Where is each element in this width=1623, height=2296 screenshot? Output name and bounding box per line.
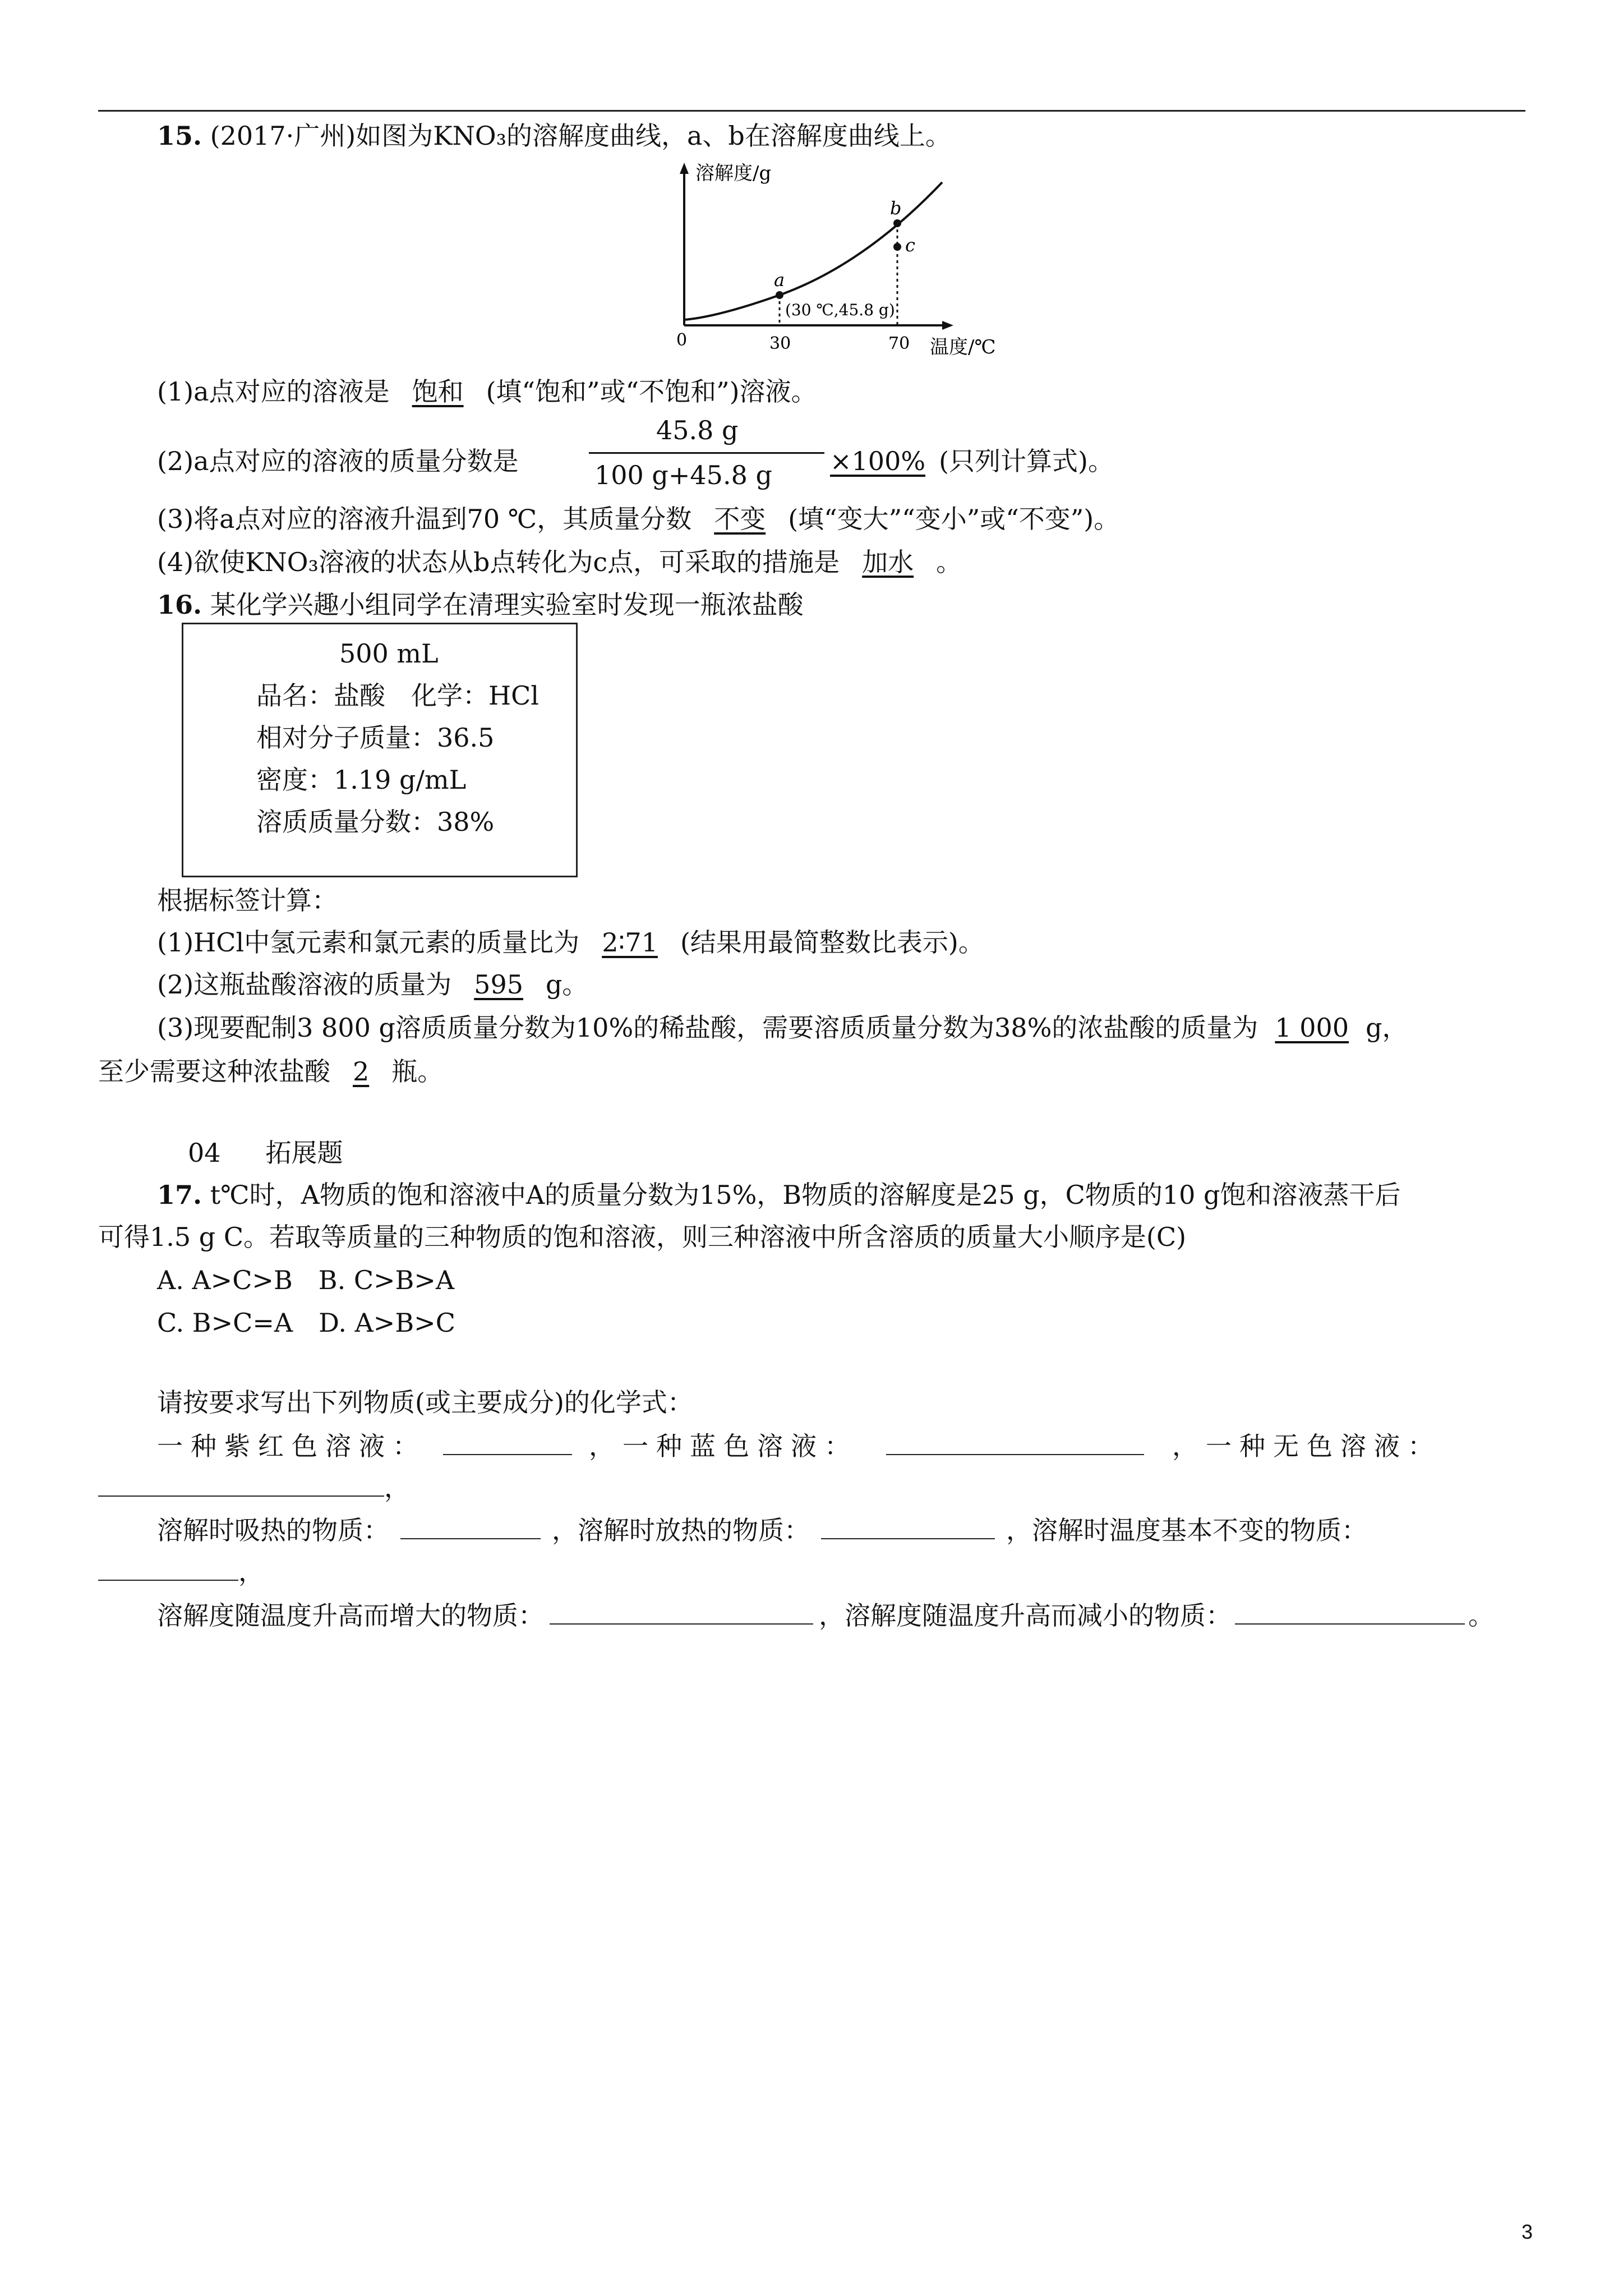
q16-answer-4: 2 [353, 1056, 370, 1087]
q15-part2: (2)a点对应的溶液的质量分数是 [157, 446, 519, 476]
chart-x-tick-30: 30 [769, 334, 791, 353]
fraction-bar [589, 452, 824, 454]
label-density: 密度：1.19 g/mL [256, 765, 467, 795]
q17-stem-line2: 可得1.5 g C。若取等质量的三种物质的饱和溶液，则三种溶液中所含溶质的质量大小顺序是(C) [98, 1222, 1187, 1252]
q17-stem-line1: 17. t℃时，A物质的饱和溶液中A的质量分数为15%，B物质的溶解度是25 g，C物质的10 g饱和溶液蒸干后 [157, 1180, 1401, 1210]
label-molecular-mass: 相对分子质量：36.5 [256, 723, 495, 753]
q17-number: 17. [157, 1180, 202, 1210]
q16-answer-1: 2∶71 [602, 927, 658, 958]
label-name: 品名：盐酸 化学：HCl [256, 680, 540, 711]
section-title: 拓展题 [265, 1138, 343, 1168]
q15-part1: (1)a点对应的溶液是 饱和 (填“饱和”或“不饱和”)溶液。 [157, 376, 817, 407]
q17-options-line1: A. A>C>B B. C>B>A [157, 1265, 455, 1295]
q15-stem-text: (2017·广州)如图为KNO₃的溶解度曲线，a、b在溶解度曲线上。 [210, 121, 951, 151]
q15-answer-4: 加水 [862, 547, 914, 577]
extra-line1: 一种紫红色溶液： ，一种蓝色溶液： ，一种无色溶液： [157, 1431, 1441, 1461]
blank-neutral-temperature [98, 1557, 238, 1581]
section-number: 04 [188, 1138, 221, 1168]
q15-answer-1: 饱和 [412, 376, 464, 407]
q16-stem: 16. 某化学兴趣小组同学在清理实验室时发现一瓶浓盐酸 [157, 590, 804, 620]
blank-colorless-solution [98, 1473, 384, 1497]
q16-number: 16. [157, 590, 202, 620]
extra-line2: 溶解时吸热的物质： ，溶解时放热的物质： ，溶解时温度基本不变的物质： [157, 1515, 1367, 1545]
q16-part2: (2)这瓶盐酸溶液的质量为 595 g。 [157, 969, 588, 1000]
page-number: 3 [1521, 2220, 1533, 2243]
q15-part2-tail: ×100% (只列计算式)。 [830, 446, 1114, 476]
q15-stem [157, 119, 951, 153]
q15-part3: (3)将a点对应的溶液升温到70 ℃，其质量分数 不变 (填“变大”“变小”或“不变”)。 [157, 504, 1120, 534]
label-mass-fraction: 溶质质量分数：38% [256, 807, 495, 837]
chart-y-arrow [680, 163, 689, 174]
point-a [776, 291, 783, 299]
extra-intro: 请按要求写出下列物质(或主要成分)的化学式： [157, 1387, 693, 1418]
point-b [893, 219, 901, 227]
blank-endothermic [400, 1516, 541, 1539]
point-a-label: a [774, 269, 785, 291]
q16-calc-intro: 根据标签计算： [157, 885, 338, 915]
chart-x-tick-70: 70 [888, 334, 910, 353]
blank-purple-solution [443, 1432, 572, 1455]
blank-exothermic [821, 1516, 995, 1539]
chart-origin-label: 0 [676, 330, 688, 350]
fraction-numerator: 45.8 g [656, 415, 739, 445]
blank-solubility-increases [550, 1601, 813, 1625]
solubility-curve [684, 182, 942, 320]
chart-x-arrow [942, 321, 953, 330]
extra-line3: 溶解度随温度升高而增大的物质： ，溶解度随温度升高而减小的物质： 。 [157, 1600, 1494, 1631]
chart-y-label: 溶解度/g [695, 162, 772, 185]
blank-solubility-decreases [1235, 1601, 1465, 1625]
header-rule [98, 110, 1525, 112]
chart-x-label: 温度/℃ [930, 336, 996, 358]
q16-part1: (1)HCl中氢元素和氯元素的质量比为 2∶71 (结果用最简整数比表示)。 [157, 927, 984, 958]
solubility-curve-chart [645, 157, 1026, 370]
section-heading [188, 1136, 343, 1170]
q16-answer-3: 1 000 [1275, 1013, 1349, 1043]
q16-part3: (3)现要配制3 800 g溶质质量分数为10%的稀盐酸，需要溶质质量分数为38%的浓盐酸的质量为 1 000 g， [157, 1013, 1408, 1043]
point-c-label: c [905, 234, 915, 256]
q16-answer-2: 595 [474, 969, 523, 1000]
label-volume: 500 mL [339, 638, 439, 669]
q15-answer-2-fraction [589, 415, 824, 499]
point-c [893, 243, 901, 251]
q15-number: 15. [157, 121, 202, 151]
q15-part4: (4)欲使KNO₃溶液的状态从b点转化为c点，可采取的措施是 加水 。 [157, 547, 962, 577]
point-a-annotation: (30 ℃,45.8 g) [785, 301, 895, 319]
extra-line2-wrap: ， [98, 1555, 264, 1589]
reagent-label-box [182, 623, 578, 877]
q15-answer-3: 不变 [714, 504, 766, 534]
fraction-denominator: 100 g+45.8 g [594, 460, 772, 490]
point-b-label: b [890, 197, 902, 219]
q17-options-line2: C. B>C=A D. A>B>C [157, 1308, 455, 1338]
q16-part3-line2: 至少需要这种浓盐酸 2 瓶。 [98, 1056, 444, 1087]
blank-blue-solution [886, 1432, 1144, 1455]
extra-line1-wrap: ， [98, 1471, 410, 1504]
